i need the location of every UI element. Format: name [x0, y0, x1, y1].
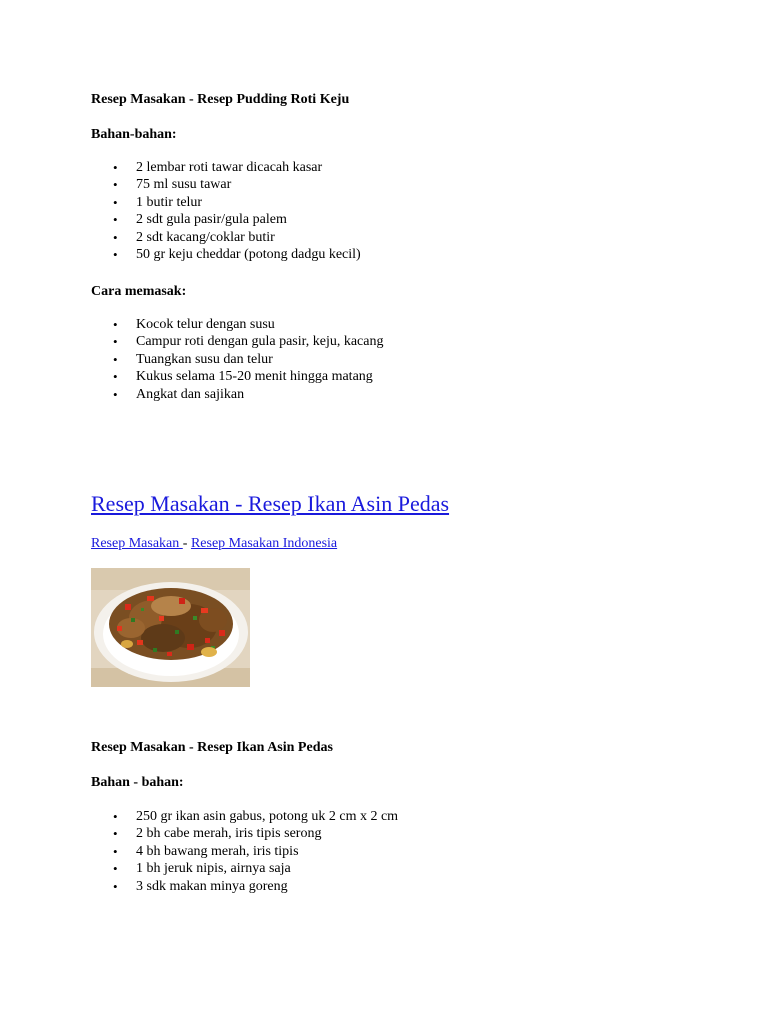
ingredients-heading-ikan: Bahan - bahan:: [91, 775, 184, 790]
dish-photo: [91, 568, 250, 687]
list-item: • 75 ml susu tawar: [91, 176, 361, 193]
list-item: • 2 lembar roti tawar dicacah kasar: [91, 159, 361, 176]
list-item: • 2 sdt kacang/coklar butir: [91, 229, 361, 246]
recipe-heading-link[interactable]: Resep Masakan - Resep Ikan Asin Pedas: [91, 491, 450, 516]
list-item: • 4 bh bawang merah, iris tipis: [91, 843, 398, 860]
recipe-title-ikan: Resep Masakan - Resep Ikan Asin Pedas: [91, 740, 333, 755]
ingredients-list-pudding: [91, 159, 361, 263]
ingredients-heading-pudding: Bahan-bahan:: [91, 127, 177, 142]
list-item: • 3 sdk makan minya goreng: [91, 878, 398, 895]
list-item: • Tuangkan susu dan telur: [91, 351, 383, 368]
ingredients-list-ikan: [91, 808, 398, 895]
list-item: • 1 butir telur: [91, 194, 361, 211]
recipe-title-pudding: Resep Masakan - Resep Pudding Roti Keju: [91, 92, 350, 107]
list-item: • 250 gr ikan asin gabus, potong uk 2 cm x 2 cm: [91, 808, 398, 825]
list-item: • Angkat dan sajikan: [91, 386, 383, 403]
category-link-resep-masakan-indonesia[interactable]: Resep Masakan Indonesia: [190, 536, 338, 551]
list-item: • Campur roti dengan gula pasir, keju, kacang: [91, 333, 383, 350]
list-item: • 1 bh jeruk nipis, airnya saja: [91, 860, 398, 877]
list-item: • Kocok telur dengan susu: [91, 316, 383, 333]
steps-heading-pudding: Cara memasak:: [91, 284, 187, 299]
steps-list-pudding: [91, 316, 383, 403]
list-item: • 2 bh cabe merah, iris tipis serong: [91, 825, 398, 842]
list-item: • 50 gr keju cheddar (potong dadgu kecil): [91, 246, 361, 263]
category-link-resep-masakan[interactable]: Resep Masakan: [91, 536, 183, 551]
list-item: • 2 sdt gula pasir/gula palem: [91, 211, 361, 228]
list-item: • Kukus selama 15-20 menit hingga matang: [91, 368, 383, 385]
category-links: [91, 535, 337, 552]
category-separator: -: [182, 536, 188, 551]
